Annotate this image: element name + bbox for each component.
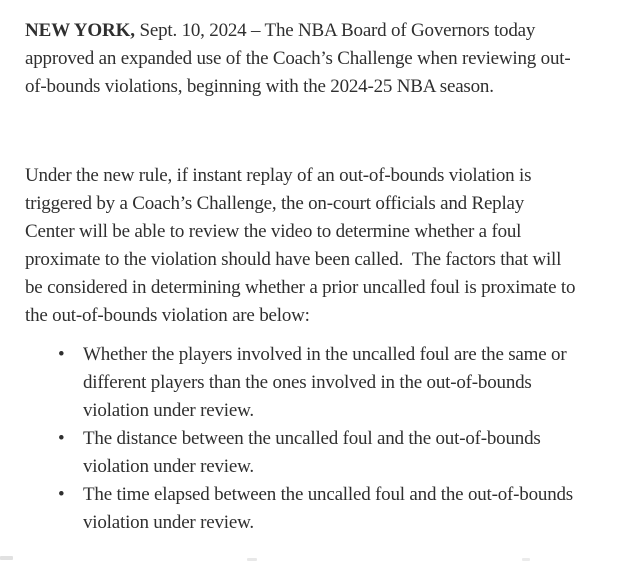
dateline-city: NEW YORK, bbox=[25, 20, 135, 41]
bullet-icon: • bbox=[58, 484, 65, 505]
dateline-paragraph bbox=[25, 17, 638, 101]
paragraph-line bbox=[25, 17, 638, 45]
list-item-line: The time elapsed between the uncalled foul and the out-of-bounds bbox=[83, 484, 574, 505]
list-item-text bbox=[83, 425, 638, 481]
list-item-text bbox=[83, 481, 638, 537]
list-item-line: different players than the ones involved in the out-of-bounds bbox=[83, 372, 532, 393]
list-item-line: violation under review. bbox=[83, 512, 254, 533]
paragraph-line: the out-of-bounds violation are below: bbox=[25, 305, 310, 326]
paragraph-line: of-bounds violations, beginning with the 2024-25 NBA season. bbox=[25, 76, 494, 97]
bullet-icon: • bbox=[58, 344, 65, 365]
press-release-body bbox=[25, 17, 638, 537]
list-item-text bbox=[83, 341, 638, 425]
cut-off-text-remnant bbox=[0, 556, 13, 560]
paragraph-line: Center will be able to review the video to determine whether a foul bbox=[25, 221, 522, 242]
list-item-distance bbox=[25, 425, 638, 481]
paragraph-line: approved an expanded use of the Coach’s Challenge when reviewing out- bbox=[25, 48, 571, 69]
list-item-time bbox=[25, 481, 638, 537]
factors-list bbox=[25, 341, 638, 537]
list-item-line: Whether the players involved in the uncalled foul are the same or bbox=[83, 344, 567, 365]
list-item-line: violation under review. bbox=[83, 456, 254, 477]
bullet-icon: • bbox=[58, 428, 65, 449]
list-item-line: The distance between the uncalled foul and the out-of-bounds bbox=[83, 428, 541, 449]
paragraph-line-text: Sept. 10, 2024 – The NBA Board of Governors today bbox=[134, 20, 536, 41]
rule-description-paragraph bbox=[25, 162, 638, 330]
paragraph-line: Under the new rule, if instant replay of an out-of-bounds violation is bbox=[25, 165, 532, 186]
paragraph-line: be considered in determining whether a prior uncalled foul is proximate to bbox=[25, 277, 576, 298]
list-item-line: violation under review. bbox=[83, 400, 254, 421]
list-item-players bbox=[25, 341, 638, 425]
paragraph-line: proximate to the violation should have been called. The factors that will bbox=[25, 249, 562, 270]
paragraph-line: triggered by a Coach’s Challenge, the on-court officials and Replay bbox=[25, 193, 525, 214]
